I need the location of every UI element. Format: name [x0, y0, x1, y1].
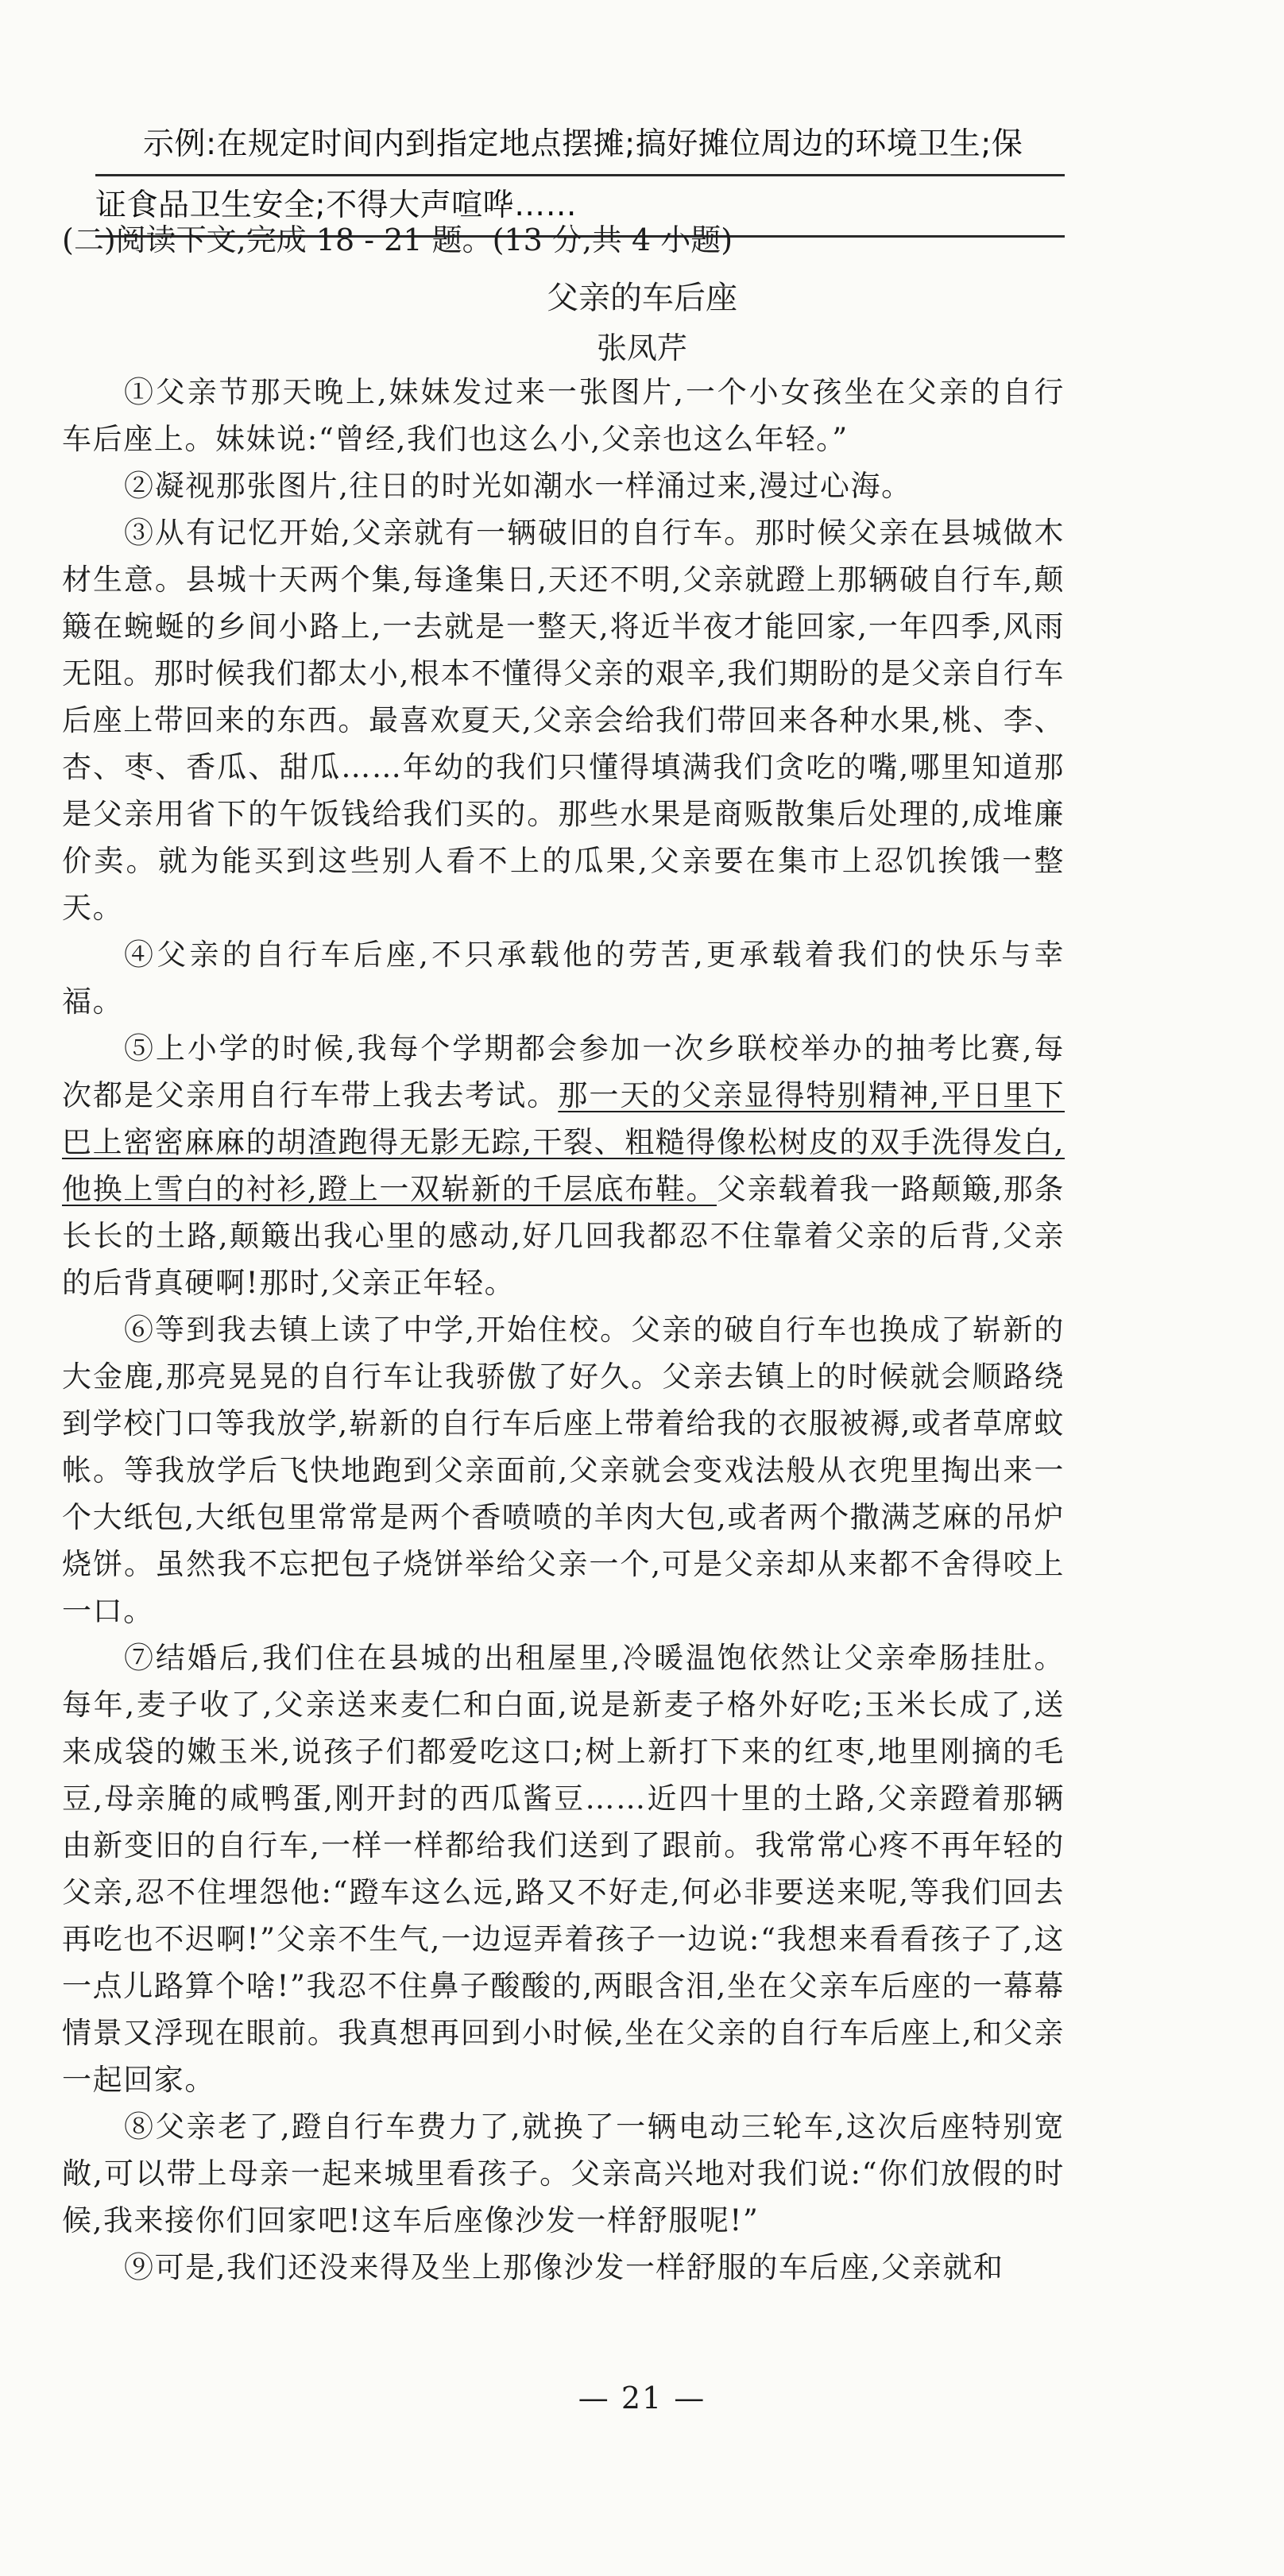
paragraph-9: ⑨可是,我们还没来得及坐上那像沙发一样舒服的车后座,父亲就和	[124, 2250, 1004, 2284]
paragraph-7: ⑦结婚后,我们住在县城的出租屋里,冷暖温饱依然让父亲牵肠挂肚。每年,麦子收了,父亲送来麦仁和白面,说是新麦子格外好吃;玉米长成了,送来成袋的嫩玉米,说孩子们都爱吃这口;树上新打下来的红枣,地里刚摘的毛豆,母亲腌的咸鸭蛋,刚开封的西瓜酱豆……近四十里的土路,父亲蹬着那辆由新变旧的自行车,一样一样都给我们送到了跟前。我常常心疼不再年轻的父亲,忍不住埋怨他:“蹬车这么远,路又不好走,何必非要送来呢,等我们回去再吃也不迟啊!”父亲不生气,一边逗弄着孩子一边说:“我想来看看孩子了,这一点儿路算个啥!”我忍不住鼻子酸酸的,两眼含泪,坐在父亲车后座的一幕幕情景又浮现在眼前。我真想再回到小时候,坐在父亲的自行车后座上,和父亲一起回家。	[62, 1641, 1065, 2097]
paragraph-5-intro: ⑤上小学的时候,我每个学期都会参加一次乡联校举办的抽考比赛,每次都是父亲用自行车带上我去考试。	[62, 1031, 1065, 1112]
section-heading: (二)阅读下文,完成 18 - 21 题。(13 分,共 4 小题)	[62, 222, 733, 257]
example-answer-line-1: 示例:在规定时间内到指定地点摆摊;搞好摊位周边的环境卫生;保	[95, 115, 1065, 176]
paragraph-3: ③从有记忆开始,父亲就有一辆破旧的自行车。那时候父亲在县城做木材生意。县城十天两个集,每逢集日,天还不明,父亲就蹬上那辆破自行车,颠簸在蜿蜒的乡间小路上,一去就是一整天,将近半夜才能回家,一年四季,风雨无阻。那时候我们都太小,根本不懂得父亲的艰辛,我们期盼的是父亲自行车后座上带回来的东西。最喜欢夏天,父亲会给我们带回来各种水果,桃、李、杏、枣、香瓜、甜瓜……年幼的我们只懂得填满我们贪吃的嘴,哪里知道那是父亲用省下的午饭钱给我们买的。那些水果是商贩散集后处理的,成堆廉价卖。就为能买到这些别人看不上的瓜果,父亲要在集市上忍饥挨饿一整天。	[62, 516, 1065, 925]
paragraph-2: ②凝视那张图片,往日的时光如潮水一样涌过来,漫过心海。	[124, 469, 912, 503]
underlined-sentence: 那一天的父亲显得特别精神,平日里下巴上密密麻麻的胡渣跑得无影无踪,干裂、粗糙得像松树皮的双手洗得发白,他换上雪白的衬衫,蹬上一双崭新的千层底布鞋。	[62, 1078, 1065, 1206]
article-body	[62, 369, 1065, 2291]
paragraph-1: ①父亲节那天晚上,妹妹发过来一张图片,一个小女孩坐在父亲的自行车后座上。妹妹说:“曾经,我们也这么小,父亲也这么年轻。”	[62, 375, 1065, 456]
paragraph-8: ⑧父亲老了,蹬自行车费力了,就换了一辆电动三轮车,这次后座特别宽敞,可以带上母亲一起来城里看孩子。父亲高兴地对我们说:“你们放假的时候,我来接你们回家吧!这车后座像沙发一样舒服呢!”	[62, 2110, 1065, 2238]
example-answer-line-2: 证食品卫生安全;不得大声喧哗……	[95, 176, 1065, 238]
paragraph-4: ④父亲的自行车后座,不只承载他的劳苦,更承载着我们的快乐与幸福。	[62, 938, 1065, 1019]
page-number: — 21 —	[578, 2381, 706, 2415]
paragraph-6: ⑥等到我去镇上读了中学,开始住校。父亲的破自行车也换成了崭新的大金鹿,那亮晃晃的自行车让我骄傲了好久。父亲去镇上的时候就会顺路绕到学校门口等我放学,崭新的自行车后座上带着给我的衣服被褥,或者草席蚊帐。等我放学后飞快地跑到父亲面前,父亲就会变戏法般从衣兜里掏出来一个大纸包,大纸包里常常是两个香喷喷的羊肉大包,或者两个撒满芝麻的吊炉烧饼。虽然我不忘把包子烧饼举给父亲一个,可是父亲却从来都不舍得咬上一口。	[62, 1313, 1065, 1628]
article-title: 父亲的车后座	[547, 280, 737, 316]
article-author: 张凤芹	[596, 331, 687, 366]
paragraph-5-rest: 父亲载着我一路颠簸,那条长长的土路,颠簸出我心里的感动,好几回我都忍不住靠着父亲的后背,父亲的后背真硬啊!那时,父亲正年轻。	[62, 1172, 1065, 1300]
paragraph-5	[62, 1025, 1065, 1306]
